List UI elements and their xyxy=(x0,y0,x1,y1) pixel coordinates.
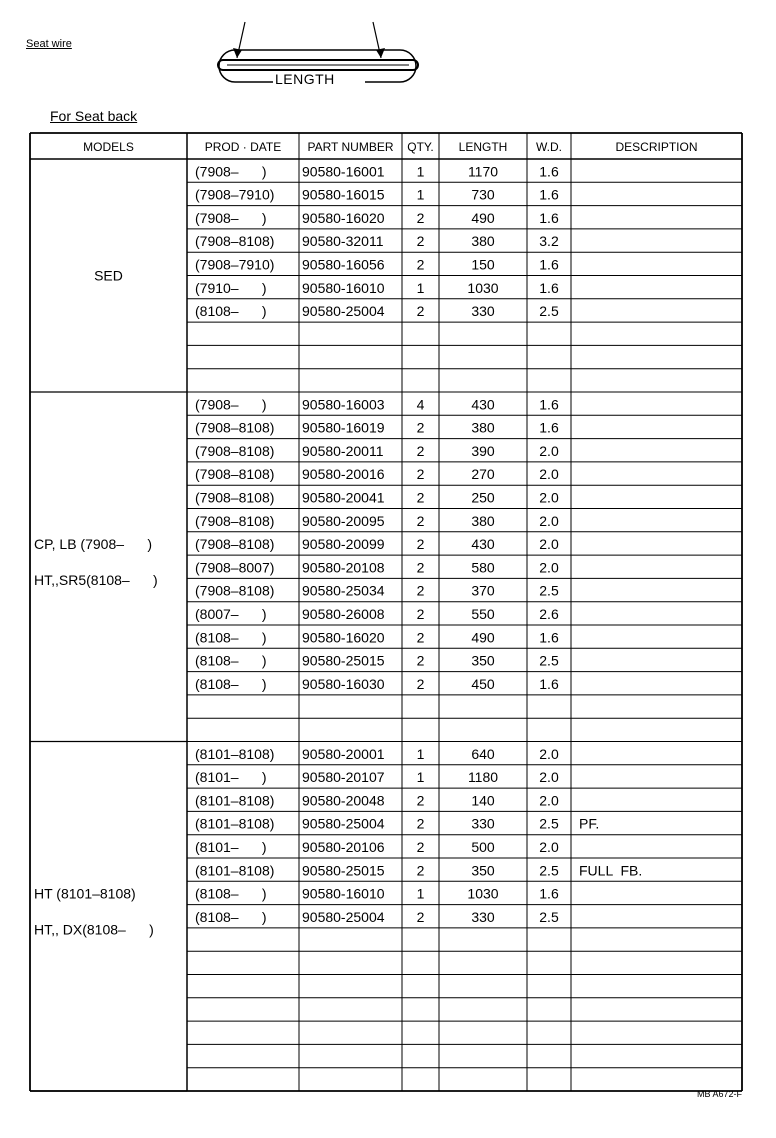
cell-wd: 1.6 xyxy=(539,256,559,273)
cell-qty: 2 xyxy=(416,908,425,925)
cell-prod: (8108– ) xyxy=(195,885,267,902)
cell-part: 90580-20048 xyxy=(302,792,385,809)
cell-qty: 2 xyxy=(416,606,425,622)
cell-part: 90580-32011 xyxy=(302,233,384,250)
cell-qty: 2 xyxy=(416,419,425,436)
cell-wd: 1.6 xyxy=(539,209,559,226)
cell-length: 1170 xyxy=(467,163,499,180)
cell-part: 90580-20095 xyxy=(302,512,385,529)
cell-wd: 2.5 xyxy=(539,582,559,599)
cell-qty: 2 xyxy=(416,862,425,879)
cell-qty: 2 xyxy=(416,442,425,459)
cell-qty: 2 xyxy=(416,466,425,483)
cell-desc: FULL FB. xyxy=(579,862,643,879)
cell-length: 350 xyxy=(471,862,495,879)
cell-prod: (7908–8108) xyxy=(195,512,275,529)
cell-prod: (8101– ) xyxy=(195,839,267,855)
cell-length: 330 xyxy=(471,815,495,832)
cell-qty: 2 xyxy=(416,792,425,809)
cell-part: 90580-20106 xyxy=(302,839,385,855)
cell-length: 140 xyxy=(471,792,495,809)
cell-length: 730 xyxy=(471,186,495,203)
cell-part: 90580-25004 xyxy=(302,815,385,832)
model-label: SED xyxy=(94,267,123,284)
cell-prod: (8108– ) xyxy=(195,675,267,692)
cell-part: 90580-26008 xyxy=(302,606,385,622)
cell-wd: 1.6 xyxy=(539,163,559,180)
cell-qty: 2 xyxy=(416,512,425,529)
cell-part: 90580-16019 xyxy=(302,419,385,436)
cell-wd: 2.0 xyxy=(539,839,559,855)
cell-part: 90580-25034 xyxy=(302,582,385,599)
cell-qty: 2 xyxy=(416,675,425,692)
cell-length: 380 xyxy=(471,233,495,250)
cell-length: 380 xyxy=(471,512,495,529)
model-label: HT (8101–8108) xyxy=(34,885,136,902)
document-code: MB A672-F xyxy=(697,1089,743,1099)
cell-qty: 2 xyxy=(416,815,425,832)
cell-part: 90580-20001 xyxy=(302,745,385,762)
cell-qty: 2 xyxy=(416,536,425,553)
cell-prod: (7908–8108) xyxy=(195,489,275,506)
cell-qty: 1 xyxy=(416,769,425,786)
cell-wd: 3.2 xyxy=(539,233,559,250)
column-header-description: DESCRIPTION xyxy=(615,140,698,154)
cell-part: 90580-25015 xyxy=(302,652,385,669)
cell-part: 90580-20016 xyxy=(302,466,385,483)
cell-qty: 2 xyxy=(416,582,425,599)
cell-wd: 1.6 xyxy=(539,396,559,413)
cell-wd: 1.6 xyxy=(539,186,559,203)
cell-wd: 2.0 xyxy=(539,489,559,506)
column-header-qty: QTY. xyxy=(407,140,434,154)
cell-wd: 2.0 xyxy=(539,769,559,786)
cell-prod: (8101–8108) xyxy=(195,792,275,809)
cell-prod: (8108– ) xyxy=(195,652,267,669)
cell-length: 1180 xyxy=(467,769,499,786)
cell-prod: (7908–7910) xyxy=(195,256,275,273)
cell-length: 370 xyxy=(471,582,495,599)
cell-prod: (7908– ) xyxy=(195,396,267,413)
cell-qty: 2 xyxy=(416,559,425,576)
cell-qty: 1 xyxy=(416,279,425,296)
cell-qty: 1 xyxy=(416,186,425,203)
cell-qty: 2 xyxy=(416,303,425,320)
cell-wd: 1.6 xyxy=(539,279,559,296)
cell-desc: PF. xyxy=(579,815,600,832)
cell-length: 330 xyxy=(471,908,495,925)
cell-length: 250 xyxy=(471,489,495,506)
cell-part: 90580-20099 xyxy=(302,536,385,553)
cell-prod: (8108– ) xyxy=(195,908,267,925)
cell-part: 90580-20011 xyxy=(302,442,384,459)
cell-length: 490 xyxy=(471,209,495,226)
cell-part: 90580-16056 xyxy=(302,256,385,273)
cell-part: 90580-16010 xyxy=(302,885,385,902)
cell-length: 1030 xyxy=(467,885,499,902)
cell-wd: 1.6 xyxy=(539,419,559,436)
cell-prod: (7910– ) xyxy=(195,279,267,296)
cell-part: 90580-20108 xyxy=(302,559,385,576)
cell-qty: 2 xyxy=(416,839,425,855)
length-label: LENGTH xyxy=(275,71,335,87)
cell-prod: (7908–8007) xyxy=(195,559,275,576)
cell-prod: (8007– ) xyxy=(195,606,267,622)
column-header-models: MODELS xyxy=(83,140,134,154)
cell-length: 270 xyxy=(471,466,495,483)
cell-prod: (8101–8108) xyxy=(195,745,275,762)
cell-qty: 2 xyxy=(416,233,425,250)
column-header-length: LENGTH xyxy=(458,140,508,154)
cell-part: 90580-25004 xyxy=(302,303,385,320)
cell-wd: 2.5 xyxy=(539,862,559,879)
cell-prod: (7908–8108) xyxy=(195,419,275,436)
cell-wd: 2.0 xyxy=(539,442,559,459)
cell-length: 380 xyxy=(471,419,495,436)
cell-qty: 2 xyxy=(416,652,425,669)
cell-qty: 1 xyxy=(416,163,425,180)
cell-wd: 2.0 xyxy=(539,559,559,576)
cell-length: 640 xyxy=(471,745,495,762)
cell-length: 580 xyxy=(471,559,495,576)
cell-length: 390 xyxy=(471,442,495,459)
cell-part: 90580-16020 xyxy=(302,629,385,646)
cell-part: 90580-25015 xyxy=(302,862,385,879)
column-header-prod-date: PROD · DATE xyxy=(204,140,282,154)
cell-length: 450 xyxy=(471,675,495,692)
cell-length: 430 xyxy=(471,396,495,413)
cell-qty: 1 xyxy=(416,745,425,762)
cell-length: 1030 xyxy=(467,279,499,296)
cell-length: 330 xyxy=(471,303,495,320)
section-title: For Seat back xyxy=(50,108,138,124)
cell-part: 90580-16015 xyxy=(302,186,385,203)
cell-qty: 1 xyxy=(416,885,425,902)
cell-part: 90580-20107 xyxy=(302,769,385,786)
cell-part: 90580-16001 xyxy=(302,163,385,180)
cell-prod: (8108– ) xyxy=(195,303,267,320)
cell-qty: 4 xyxy=(416,396,425,413)
seat-wire-label: Seat wire xyxy=(26,38,72,50)
cell-prod: (8101–8108) xyxy=(195,815,275,832)
cell-prod: (7908–8108) xyxy=(195,536,275,553)
cell-prod: (8101– ) xyxy=(195,769,267,786)
cell-qty: 2 xyxy=(416,209,425,226)
cell-wd: 2.0 xyxy=(539,512,559,529)
cell-part: 90580-16010 xyxy=(302,279,385,296)
cell-length: 500 xyxy=(471,839,495,855)
cell-part: 90580-25004 xyxy=(302,908,385,925)
model-label: HT,,SR5(8108– ) xyxy=(34,571,158,588)
cell-wd: 2.5 xyxy=(539,652,559,669)
cell-qty: 2 xyxy=(416,256,425,273)
cell-prod: (7908–8108) xyxy=(195,442,275,459)
cell-part: 90580-16030 xyxy=(302,675,385,692)
cell-part: 90580-16020 xyxy=(302,209,385,226)
cell-qty: 2 xyxy=(416,629,425,646)
model-label: HT,, DX(8108– ) xyxy=(34,921,154,938)
cell-prod: (7908– ) xyxy=(195,209,267,226)
cell-wd: 2.6 xyxy=(539,606,559,622)
cell-wd: 1.6 xyxy=(539,675,559,692)
cell-prod: (7908–8108) xyxy=(195,233,275,250)
cell-prod: (8108– ) xyxy=(195,629,267,646)
cell-prod: (7908– ) xyxy=(195,163,267,180)
cell-prod: (7908–7910) xyxy=(195,186,275,203)
cell-prod: (8101–8108) xyxy=(195,862,275,879)
cell-qty: 2 xyxy=(416,489,425,506)
cell-length: 430 xyxy=(471,536,495,553)
cell-wd: 2.5 xyxy=(539,908,559,925)
cell-wd: 1.6 xyxy=(539,629,559,646)
model-label: CP, LB (7908– ) xyxy=(34,535,153,552)
cell-wd: 2.0 xyxy=(539,466,559,483)
cell-wd: 2.0 xyxy=(539,536,559,553)
cell-wd: 2.0 xyxy=(539,792,559,809)
cell-length: 350 xyxy=(471,652,495,669)
cell-part: 90580-16003 xyxy=(302,396,385,413)
cell-prod: (7908–8108) xyxy=(195,582,275,599)
cell-length: 150 xyxy=(471,256,495,273)
cell-wd: 1.6 xyxy=(539,885,559,902)
column-header-part-number: PART NUMBER xyxy=(307,140,394,154)
cell-length: 550 xyxy=(471,606,495,622)
cell-length: 490 xyxy=(471,629,495,646)
cell-wd: 2.5 xyxy=(539,303,559,320)
cell-wd: 2.5 xyxy=(539,815,559,832)
column-header-wd: W.D. xyxy=(536,140,562,154)
cell-part: 90580-20041 xyxy=(302,489,385,506)
cell-prod: (7908–8108) xyxy=(195,466,275,483)
cell-wd: 2.0 xyxy=(539,745,559,762)
